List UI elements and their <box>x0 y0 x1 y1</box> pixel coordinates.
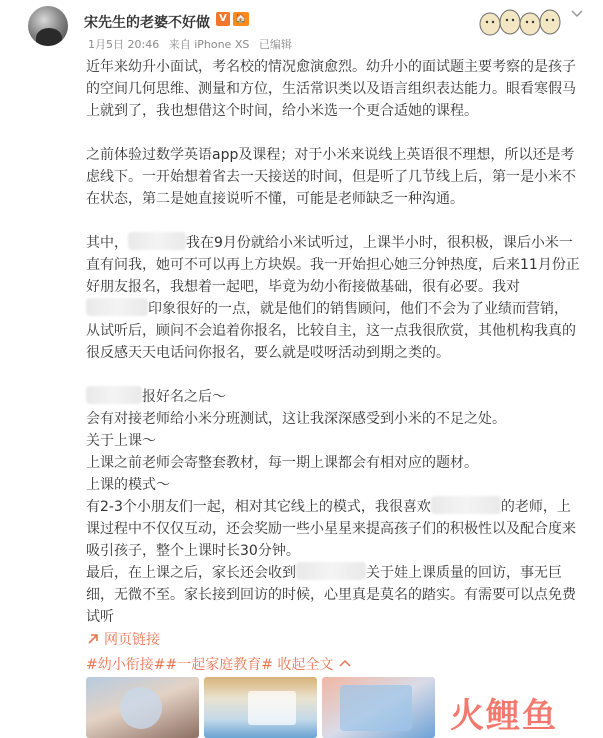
post-header <box>0 0 603 56</box>
post-image-1[interactable] <box>86 677 199 738</box>
redacted-brand <box>296 562 366 580</box>
line-after-6 <box>86 496 581 562</box>
paragraph-1: 近年来幼升小面试，考名校的情况愈演愈烈。幼升小的面试题主要考察的是孩子的空间几何思维、测量和方位，生活常识类以及语言组织表达能力。眼看寒假马上就到了，我也想借这个时间，给小米选一个更合适她的课程。 <box>86 59 576 119</box>
post-body <box>86 56 581 628</box>
post-image-3[interactable] <box>322 677 435 738</box>
paragraph-3 <box>86 232 581 364</box>
line-after-7-b: 关于娃上课质量的回访，事无巨细，无微不至。家长接到回访的时候，心里真是莫名的踏实。有需要可以点免费试听 <box>86 565 576 625</box>
redacted-brand <box>128 232 186 250</box>
decorative-sticker-icon <box>478 0 563 38</box>
hashtags[interactable]: #幼小衔接##一起家庭教育# <box>86 657 273 673</box>
paragraph-3-part-2: 我在9月份就给小米试听过，上课半小时，很积极，课后小米一直有问我，她可不可以再上方块娱。我一开始担心她三分钟热度，后来11月份正好朋友报名，我想着一起吧，毕竟为幼小衔接做基础，很有必要。我对 <box>86 235 580 295</box>
line-after-7 <box>86 562 581 628</box>
paragraph-3-part-1: 其中， <box>86 235 128 251</box>
web-link[interactable] <box>86 629 160 649</box>
verified-badge[interactable]: V <box>216 12 230 26</box>
post-date[interactable]: 1月5日 20:46 <box>88 38 160 51</box>
avatar[interactable] <box>28 6 68 46</box>
level-badge[interactable]: 🏠 <box>233 12 249 26</box>
post-image-2[interactable] <box>204 677 317 738</box>
line-after-3: 关于上课～ <box>86 433 156 449</box>
redacted-brand <box>86 298 148 316</box>
chevron-up-icon[interactable] <box>338 657 352 671</box>
line-after-4: 上课之前老师会寄整套教材，每一期上课都会有相对应的题材。 <box>86 455 478 471</box>
line-after-6-a: 有2-3个小朋友们一起，相对其它线上的模式，我很喜欢 <box>86 499 431 515</box>
collapse-full-text[interactable]: 收起全文 <box>277 657 334 673</box>
post-source: 来自 iPhone XS <box>168 38 250 51</box>
redacted-brand <box>86 386 142 404</box>
link-arrow-icon <box>86 632 100 646</box>
line-after-2: 会有对接老师给小米分班测试，这让我深深感受到小米的不足之处。 <box>86 411 506 427</box>
line-after-7-a: 最后，在上课之后，家长还会收到 <box>86 565 296 581</box>
redacted-brand <box>431 496 501 514</box>
post-tags <box>86 654 352 674</box>
web-link-label[interactable]: 网页链接 <box>104 632 160 648</box>
watermark: 火鲤鱼 <box>450 696 558 736</box>
line-after-6-b: 的老师，上课过程中不仅仅互动，还会奖励一些小星星来提高孩子们的积极性以及配合度来吸引孩子，整个上课时长30分钟。 <box>86 499 576 559</box>
edited-label[interactable]: 已编辑 <box>258 38 292 51</box>
paragraph-2: 之前体验过数学英语app及课程；对于小米来说线上英语很不理想，所以还是考虑线下。一开始想着省去一天接送的时间，但是听了几节线上后，第一是小米不在状态，第二是她直接说听不懂，可能是老师缺乏一种沟通。 <box>86 147 576 207</box>
author-name[interactable]: 宋先生的老婆不好做 <box>84 15 210 31</box>
line-after-5: 上课的模式～ <box>86 477 170 493</box>
line-after-1-text: 报好名之后～ <box>142 389 226 405</box>
chevron-down-icon[interactable] <box>570 6 584 20</box>
paragraph-3-part-3: 印象很好的一点，就是他们的销售顾问，他们不会为了业绩而营销，从试听后，顾问不会追着你报名，比较自主，这一点我很欣赏，其他机构我真的很反感天天电话问你报名，要么就是哎呀活动到期之类的。 <box>86 301 576 361</box>
line-after-1 <box>86 386 581 408</box>
post-meta <box>88 36 298 52</box>
